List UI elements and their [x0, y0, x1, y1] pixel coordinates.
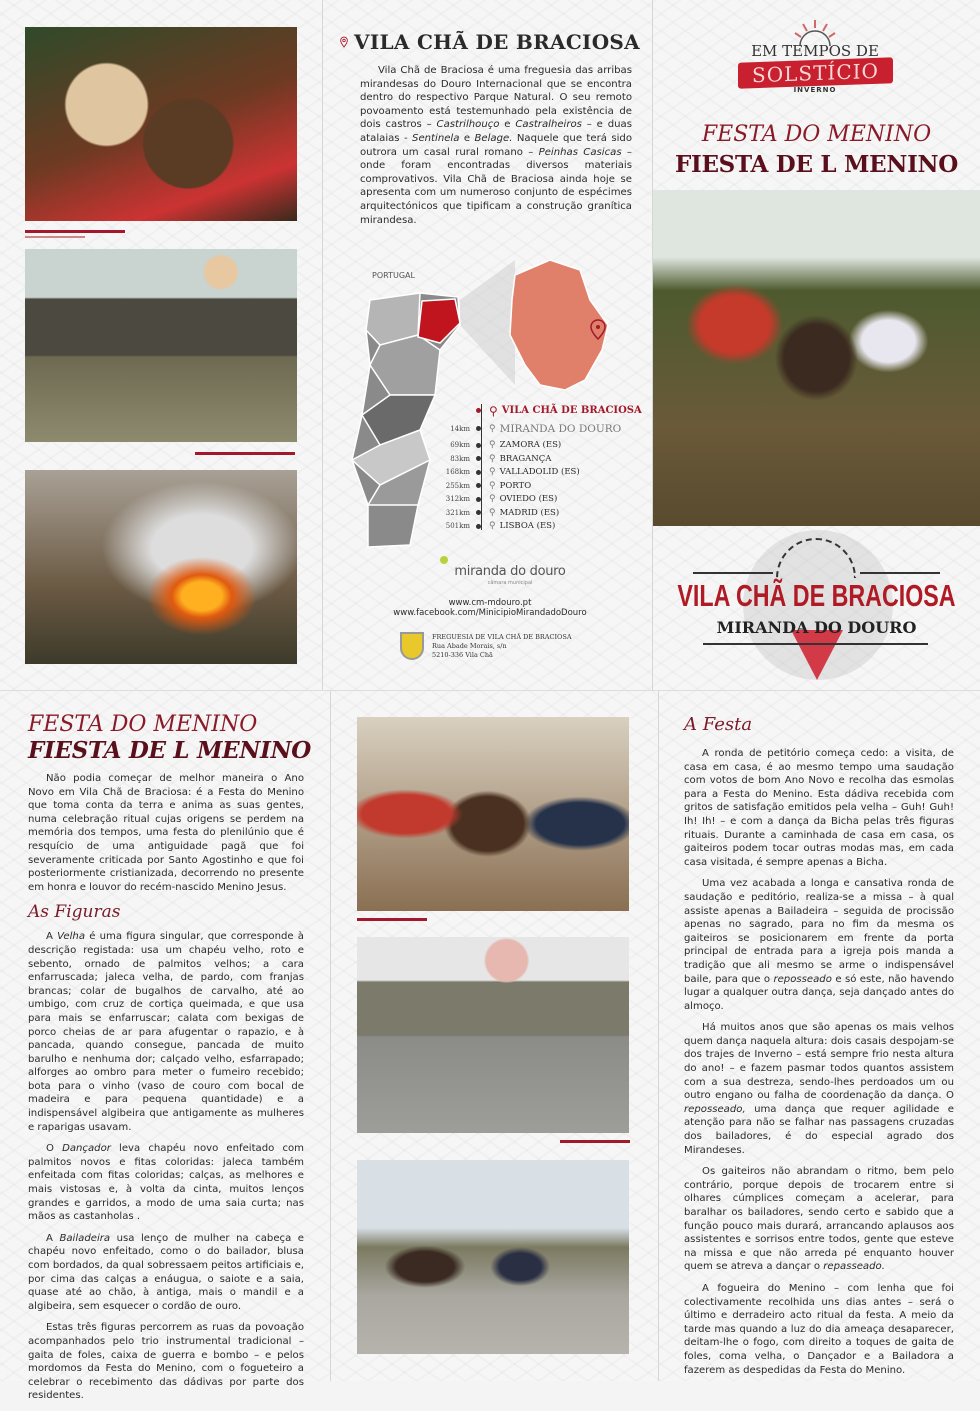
distance-km: 69km: [450, 441, 470, 449]
figuras-heading: As Figuras: [28, 902, 121, 923]
map-pin-icon: ⚲: [489, 403, 498, 418]
parish-name: FREGUESIA DE VILA CHÃ DE BRACIOSA: [432, 632, 572, 641]
text-run: A: [46, 1232, 60, 1244]
destination-name: ZAMORA (ES): [499, 440, 562, 450]
distance-km: 14km: [450, 424, 470, 433]
decor-bar: [357, 918, 427, 921]
photo-street-procession: [25, 249, 297, 442]
timeline-dot: [476, 470, 481, 475]
text-run: Vila Chã de Braciosa é uma freguesia das arribas mirandesas do Douro Internacional que se encontra dentro do respectivo Parque Natural. O seu remoto povoamento está testemunhado pela existência de dois castros –: [360, 65, 632, 131]
parish-street: Rua Abade Morais, s/n: [432, 641, 507, 650]
about-panel: [340, 30, 640, 235]
section-title-light: FESTA DO MENINO: [28, 712, 258, 737]
text-run: e só este, não havendo lugar a qualquer outra dança, seja dançado antes do almoço.: [684, 973, 954, 1012]
origin-name: VILA CHÃ DE BRACIOSA: [501, 405, 642, 416]
timeline-dot: [476, 524, 481, 529]
festa-text: [684, 747, 954, 1377]
figuras-text: [28, 930, 304, 1403]
paragraph: [28, 1321, 304, 1403]
emphasis-text: Sentinela: [412, 132, 460, 144]
text-run: Há muitos anos que são apenas os mais velhos quem dança naquela altura: dois casais despojam-se dos trajes de Inverno – está sempre frio nesta altura do ano! – e fazem pasmar todos quantos assistem com a sua destreza, sendo-lhes perdoados um ou outro engano ou falha de coordenação da dança. O: [684, 1022, 954, 1102]
decor-bar: [560, 1140, 630, 1143]
distance-row: [440, 452, 551, 465]
page-divider: [0, 690, 980, 691]
parish-coat-of-arms: [400, 632, 424, 660]
text-run: Estas três figuras percorrem as ruas da povoação acompanhados pelo trio instrumental tradicional – gaita de foles, caixa de guerra e bombo – e pelos mordomos da Festa do Menino, com o fogueteiro a celebrar o recebimento das dádivas por parte dos residentes.: [28, 1322, 304, 1402]
paragraph: [28, 930, 304, 1134]
paragraph: [28, 1142, 304, 1224]
distance-km: 501km: [445, 522, 470, 530]
logo-place-sub: MIRANDA DO DOURO: [716, 618, 917, 637]
distance-row: [440, 506, 559, 519]
village-logo: [653, 530, 980, 680]
text-run: Os gaiteiros não abrandam o ritmo, bem pelo contrário, porque depois de trocarem entre si olhares cúmplices começam a acelerar, para baralhar os bailadores, sendo certo e sabido que a função pouco mais durará, arrancando aplausos aos assistentes e sorrisos entre todos, gente que esteve na missa e que não arreda pé enquanto houver quem se atreva a dançar o: [684, 1166, 954, 1273]
parish-postcode: 5210-336 Vila Chã: [432, 650, 493, 659]
cover-panel: [653, 0, 980, 690]
distance-km: 255km: [445, 481, 470, 490]
photo-figures-closeup: [357, 717, 629, 911]
photo-three-figures: [653, 190, 980, 526]
text-run: e: [459, 132, 475, 144]
destination-name: MIRANDA DO DOURO: [499, 422, 622, 435]
paragraph: [684, 1021, 954, 1157]
municipality-footer: [340, 560, 640, 660]
cover-title-light: FESTA DO MENINO: [701, 122, 932, 147]
paragraph: [360, 64, 632, 227]
decor-bar: [25, 236, 85, 238]
destination-name: BRAGANÇA: [499, 453, 552, 464]
paragraph: [684, 877, 954, 1013]
map-pin-icon: ⚲: [489, 453, 496, 464]
map-pin-icon: ⚲: [489, 480, 496, 491]
map-pin-icon: ⚲: [489, 507, 496, 518]
photo-bonfire: [25, 470, 297, 664]
text-run: é uma figura singular, que corresponde à descrição registada: usa um chapéu velho, roto e sebento, ornado de palmitos velhos; a cara enfarruscada; jaleca velha, de pardo, com franjas brancas; colar de bugalhos de carvalho, até ao umbigo, com cruz de cortiça queimada, e que usa para mais se enfarruscar; calata com bexigas de porco cheias de ar para afugentar o rapazio, e à pancada, quando consegue, pancada de muito barulho e nenhuma dor; calçado velho, esfarrapado; alforges ao ombro para meter o fumeiro recebido; bota para o vinho (vaso de couro com bocal de madeira e para pequena quantidade) e a indispensável algibeira que antigamente as mulheres e raparigas usavam.: [28, 931, 304, 1133]
decor-bar: [25, 230, 125, 233]
paragraph: [28, 1232, 304, 1314]
paragraph: [684, 747, 954, 869]
distance-row: [440, 479, 531, 492]
distance-row: [440, 520, 555, 533]
section-title-bold: FIESTA DE L MENINO: [28, 737, 312, 764]
timeline-dot: [476, 426, 481, 431]
destination-name: MADRID (ES): [499, 507, 560, 518]
destination-name: LISBOA (ES): [499, 521, 556, 531]
text-run: A fogueira do Menino – com lenha que foi colectivamente recolhida uns dias antes – será o último e derradeiro acto ritual da festa. A meio da tarde mas quando a luz do dia ameaça desaparecer, deitam-lhe o fogo, com direito a toques de gaita de foles, coma velha, o Dançador e a Bailadora a fazerem as despedidas da Festa do Menino.: [684, 1282, 954, 1376]
emphasis-text: Castralheiros: [515, 119, 582, 131]
emphasis-text: reposseado: [773, 973, 832, 985]
text-run: uma dança que requer agilidade e atenção para não se falhar nas passagens cruzadas dos bailadores, é do especial agrado dos Mirandeses.: [684, 1103, 954, 1156]
map-pin-icon: ⚲: [489, 423, 496, 434]
photo-musicians-street: [357, 937, 629, 1133]
fold-line: [322, 0, 323, 690]
festa-heading: A Festa: [684, 714, 753, 735]
photo-velha-masked-figure: [25, 27, 297, 221]
fold-line: [330, 691, 331, 1381]
text-run: O: [46, 1143, 63, 1155]
section-title: VILA CHÃ DE BRACIOSA: [354, 30, 640, 54]
destination-name: PORTO: [499, 480, 532, 491]
festa-panel: [684, 714, 954, 1385]
distance-km: 312km: [445, 495, 470, 503]
paragraph: [684, 1165, 954, 1274]
emphasis-text: Belage.: [474, 132, 513, 144]
distance-km: 83km: [450, 454, 470, 463]
emphasis-text: repasseado.: [823, 1261, 885, 1273]
text-run: Uma vez acabada a longa e cansativa ronda de saudação e peditório, realiza-se a missa – à qual assiste apenas a Bailadeira – seguida de procissão apenas no sagrado, para no fim da mesma os gaiteiros se posicionarem em frente da porta principal de entrada para a igreja pois manda a tradição que ali mesmo se arme o indispensável baile, para que o: [684, 878, 954, 985]
paragraph: [28, 772, 304, 894]
festa-intro-panel: [28, 712, 312, 1411]
emphasis-text: Castrilhouço: [436, 119, 500, 131]
text-run: A ronda de petitório começa cedo: a visita, de casa em casa, é ao mesmo tempo uma saudação com votos de bom Ano Novo e recolha das esmolas para a Festa do Menino. Esta dádiva recebida com gritos de satisfação emitidos pela velha – Guh! Guh! Ih! Ih! – e com a dança da Bicha pelas três figuras rituais. Durante a caminhada de casa em casa, os gaiteiros podem tocar outras modas mas, em cada casa visitada, é sempre apenas a Bicha.: [684, 748, 954, 868]
emphasis-text: Bailadeira: [59, 1232, 111, 1244]
website-link[interactable]: www.cm-mdouro.pt: [448, 598, 532, 608]
text-run: A: [46, 931, 58, 943]
text-run: leva chapéu novo enfeitado com palmitos novos e fitas coloridas: jaleca também enfeitada com fitas coloridas; calças, as melhores e mais vistosas e, à volta da cinta, muitos lenços grandes e garridos, a modo de uma saia curta; nas mãos as castanholas .: [28, 1143, 305, 1223]
fold-line: [658, 691, 659, 1381]
miranda-district-highlight: [418, 299, 460, 343]
text-run: Não podia começar de melhor maneira o Ano Novo em Vila Chã de Braciosa: é a Festa do Menino que toma conta da terra e anima as suas gentes, numa celebração ritual cujas origens se perdem na memória dos tempos, uma festa do plenilúnio que é resquício de uma antiguidade pagã que foi severamente criticada por Santo Agostinho e que foi posteriormente cristianizada, decorrendo no presente em honra e louvor do recém-nascido Menino Jesus.: [28, 773, 304, 893]
timeline-dot: [476, 497, 481, 502]
intro-text: [340, 64, 640, 227]
destination-name: OVIEDO (ES): [499, 494, 558, 504]
solstice-badge: EM TEMPOS DE SOLSTÍCIO INVERNO: [715, 18, 915, 110]
paragraph: [684, 1282, 954, 1377]
map-pin-icon: ⚲: [489, 494, 496, 504]
distance-row: [440, 466, 580, 479]
decor-bar: [195, 452, 295, 455]
map-pin-icon: ⚲: [489, 467, 496, 477]
distance-km: 321km: [445, 508, 470, 517]
emphasis-text: Dançador: [62, 1143, 111, 1155]
distance-row: [440, 493, 557, 506]
map-pin-icon: ⚲: [489, 521, 496, 531]
timeline-dot: [476, 483, 481, 488]
emphasis-text: reposseado,: [684, 1103, 746, 1115]
logo-place-main: VILA CHÃ DE BRACIOSA: [677, 578, 956, 613]
miranda-do-douro-logo: miranda do douro câmara municipal: [454, 560, 565, 586]
cover-title-bold: FIESTA DE L MENINO: [674, 151, 959, 178]
timeline-dot: [476, 443, 481, 448]
photo-dance-square: [357, 1160, 629, 1354]
text-run: – onde foram encontradas diversos materiais comprovativos. Vila Chã de Braciosa ainda hoje se apresenta com um numeroso conjunto de espécimes arquitectónicos que tipificam a construção granítica mirandesa.: [360, 146, 632, 226]
text-run: e: [499, 119, 516, 131]
text-run: Naquele que terá sido outrora um casal rural romano –: [360, 132, 632, 158]
map-label-portugal: PORTUGAL: [372, 271, 415, 280]
text-run: usa lenço de mulher na cabeça e chapéu novo enfeitado, como o do bailador, blusa com bordados, da qual sobressaem peitos artificiais e, por cima das calças a enáugua, o saiote e a saia, quase até ao chão, à antiga, mais o mandil e a algibeira, sem esquecer o cordão de ouro.: [28, 1232, 304, 1312]
timeline-dot: [476, 456, 481, 461]
map-pin-icon: ⚲: [489, 440, 496, 450]
map-pin-icon: [340, 30, 348, 54]
origin-row: [440, 404, 642, 417]
destination-name: VALLADOLID (ES): [499, 467, 580, 477]
text-run: – e duas atalaias -: [360, 119, 632, 144]
distance-km: 168km: [445, 468, 470, 476]
facebook-link[interactable]: www.facebook.com/MinicipioMirandadoDouro: [393, 608, 587, 618]
intro-text: [28, 772, 304, 894]
timeline-dot: [476, 510, 481, 515]
distance-row: [440, 422, 621, 435]
distance-row: [440, 439, 561, 452]
zoom-connector: [460, 260, 515, 385]
distance-list: [440, 398, 640, 538]
emphasis-text: Velha: [57, 931, 86, 943]
emphasis-text: Peinhas Casicas: [538, 146, 622, 158]
miranda-municipality-map: [510, 260, 608, 390]
